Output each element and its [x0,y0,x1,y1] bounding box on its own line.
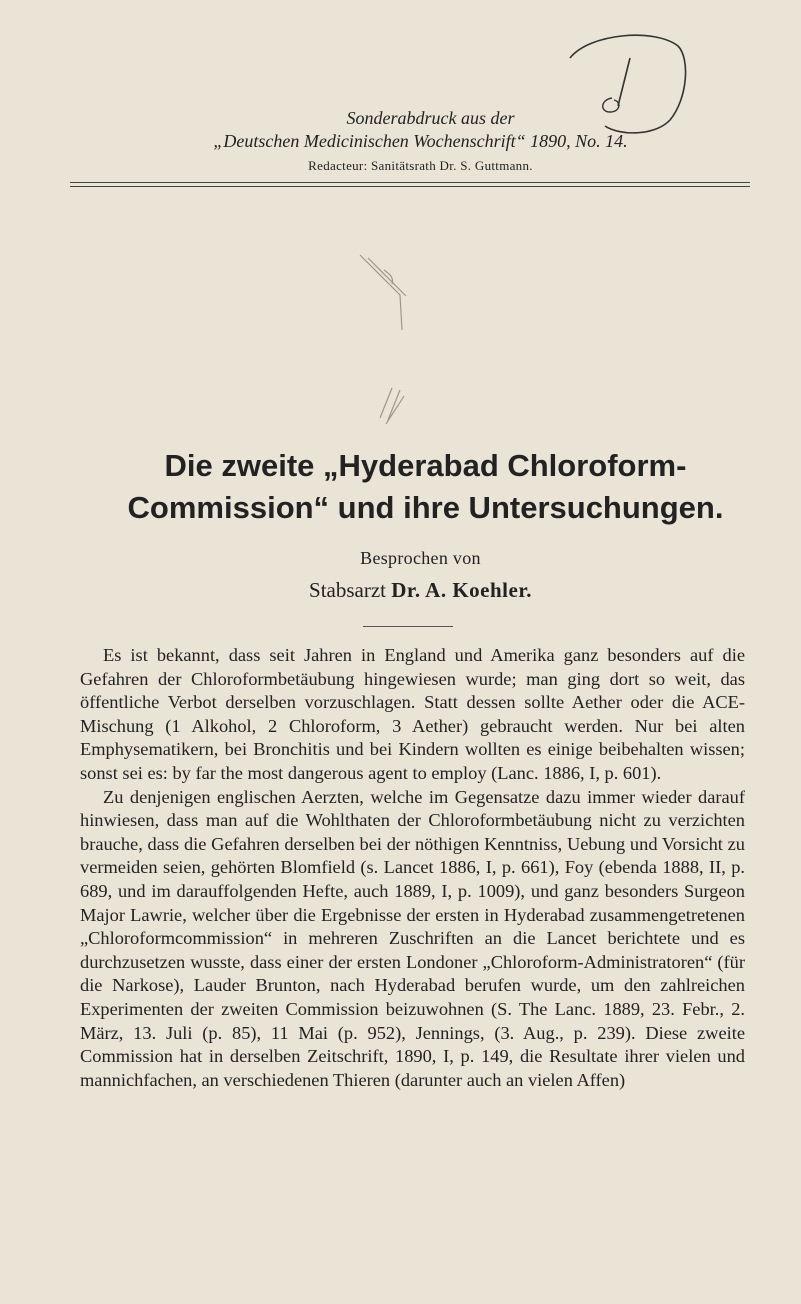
paragraph-1: Es ist bekannt, dass seit Jahren in England und Amerika ganz besonders auf die Gefahren der Chloroformbetäubung hingewiesen wurde; man ging dort so weit, das öffentliche Verbot derselben vorzuschlagen. Statt dessen sollte Aether oder die ACE-Mischung (1 Alkohol, 2 Chloroform, 3 Aether) gebraucht werden. Nur bei alten Emphysematikern, bei Bronchitis und bei Kindern wollten es einige beibehalten wissen; sonst sei es: by far the most dangerous agent to employ (Lanc. 1886, I, p. 601). [80,645,745,783]
article-body [80,644,745,1092]
article-title-line-1: Die zweite „Hyderabad Chloroform- [164,448,687,483]
offprint-note: Sonderabdruck aus der [346,108,515,128]
article-title-line-2: Commission“ und ihre Untersuchungen. [127,490,724,525]
byline-intro: Besprochen von [360,548,481,568]
title-separator [363,626,453,627]
paragraph-2: Zu denjenigen englischen Aerzten, welche im Gegensatze dazu immer wieder darauf hinwiesen, dass man auf die Wohlthaten der Chloroformbetäubung nicht zu verzichten brauche, dass die Gefahren derselben bei der nöthigen Kenntniss, Uebung und Vorsicht zu vermeiden seien, gehörten Blomfield (s. Lancet 1886, I, p. 661), Foy (ebenda 1888, II, p. 689, und im darauffolgenden Hefte, auch 1889, I, p. 1009), und ganz besonders Surgeon Major Lawrie, welcher über die Ergebnisse der ersten in Hyderabad zusammengetretenen „Chloroformcommission“ in mehreren Zuschriften an die Lancet berichtete und es durchzusetzen wusste, dass einer der ersten Londoner „Chloroform-Administratoren“ (für die Narkose), Lauder Brunton, nach Hyderabad berufen wurde, um den zahlreichen Experimenten der zweiten Commission beizuwohnen (S. The Lanc. 1889, 23. Febr., 2. März, 13. Juli (p. 85), 11 Mai (p. 952), Jennings, (3. Aug., p. 239). Diese zweite Commission hat in derselben Zeitschrift, 1890, I, p. 149, die Resultate ihrer vielen und mannichfachen, an verschiedenen Thieren (darunter auch an vielen Affen) [80,786,745,1090]
journal-reference: „Deutschen Medicinischen Wochenschrift“ 1890, No. 14. [213,131,628,151]
author-line [0,578,801,603]
header-rule-bottom [70,186,750,187]
faded-stamp-mark [340,200,430,430]
author-rank: Stabsarzt [309,578,387,602]
header-rule-top [70,182,750,183]
author-name: Dr. A. Koehler. [391,578,532,602]
editor-line: Redacteur: Sanitätsrath Dr. S. Guttmann. [308,158,533,173]
